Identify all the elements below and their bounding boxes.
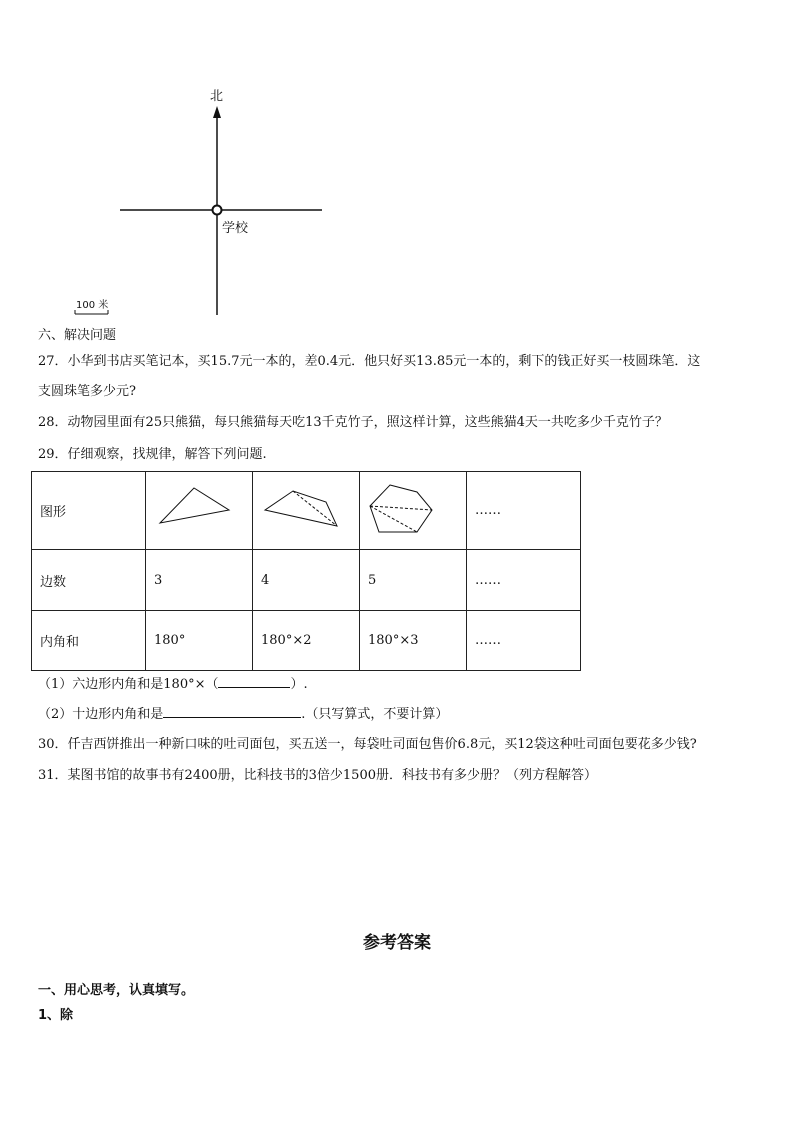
- pentagon-cell: [360, 472, 467, 550]
- table-cell: ……: [467, 611, 581, 671]
- table-row: [32, 611, 581, 671]
- table-cell: 4: [253, 550, 360, 611]
- answer-blank-2[interactable]: [163, 705, 301, 718]
- part2-prefix: （2）十边形内角和是: [38, 707, 164, 722]
- ellipsis-cell: ……: [467, 472, 581, 550]
- pentagon-figure: [360, 472, 466, 545]
- part1-suffix: ）.: [290, 677, 308, 692]
- table-cell: 5: [360, 550, 467, 611]
- question-29: 29．仔细观察，找规律，解答下列问题.: [38, 447, 267, 462]
- triangle-cell: [146, 472, 253, 550]
- part2-suffix: .（只写算式，不要计算）: [301, 707, 449, 722]
- row-label: 图形: [32, 472, 146, 550]
- question-27-line1: 27．小华到书店买笔记本，买15.7元一本的，差0.4元．他只好买13.85元一本的，剩下的钱正好买一枝圆珠笔．这: [38, 354, 701, 369]
- answers-title: 参考答案: [363, 933, 431, 953]
- question-28: 28．动物园里面有25只熊猫，每只熊猫每天吃13千克竹子，照这样计算，这些熊猫4天一共吃多少千克竹子？: [38, 415, 668, 430]
- row-label: 边数: [32, 550, 146, 611]
- question-31: 31．某图书馆的故事书有2400册，比科技书的3倍少1500册．科技书有多少册？（列方程解答）: [38, 768, 597, 783]
- table-row: [32, 472, 581, 550]
- question-29-part2: [38, 705, 448, 724]
- question-29-part1: [38, 675, 308, 694]
- question-30: 30．仟吉西饼推出一种新口味的吐司面包，买五送一，每袋吐司面包售价6.8元，买12袋这种吐司面包要花多少钱?: [38, 737, 697, 752]
- scale-label: 100 米: [76, 300, 109, 311]
- school-point: [213, 206, 222, 215]
- quadrilateral-cell: [253, 472, 360, 550]
- answer-1: 1、除: [38, 1008, 74, 1023]
- direction-map: [60, 80, 350, 325]
- north-arrow-icon: [213, 106, 221, 118]
- table-cell: ……: [467, 550, 581, 611]
- table-row: [32, 550, 581, 611]
- quadrilateral-figure: [253, 472, 359, 545]
- table-cell: 3: [146, 550, 253, 611]
- answer-blank-1[interactable]: [218, 675, 290, 688]
- section6-heading: 六、解决问题: [38, 328, 117, 343]
- shapes-table: [31, 471, 581, 671]
- table-cell: 180°×3: [360, 611, 467, 671]
- table-cell: 180°×2: [253, 611, 360, 671]
- table-cell: 180°: [146, 611, 253, 671]
- part1-prefix: （1）六边形内角和是180°×（: [38, 677, 219, 692]
- school-label: 学校: [222, 221, 249, 236]
- question-27-line2: 支圆珠笔多少元?: [38, 384, 136, 399]
- north-label: 北: [210, 89, 224, 104]
- answers-part1-heading: 一、用心思考，认真填写。: [38, 983, 195, 998]
- triangle-figure: [146, 472, 252, 545]
- row-label: 内角和: [32, 611, 146, 671]
